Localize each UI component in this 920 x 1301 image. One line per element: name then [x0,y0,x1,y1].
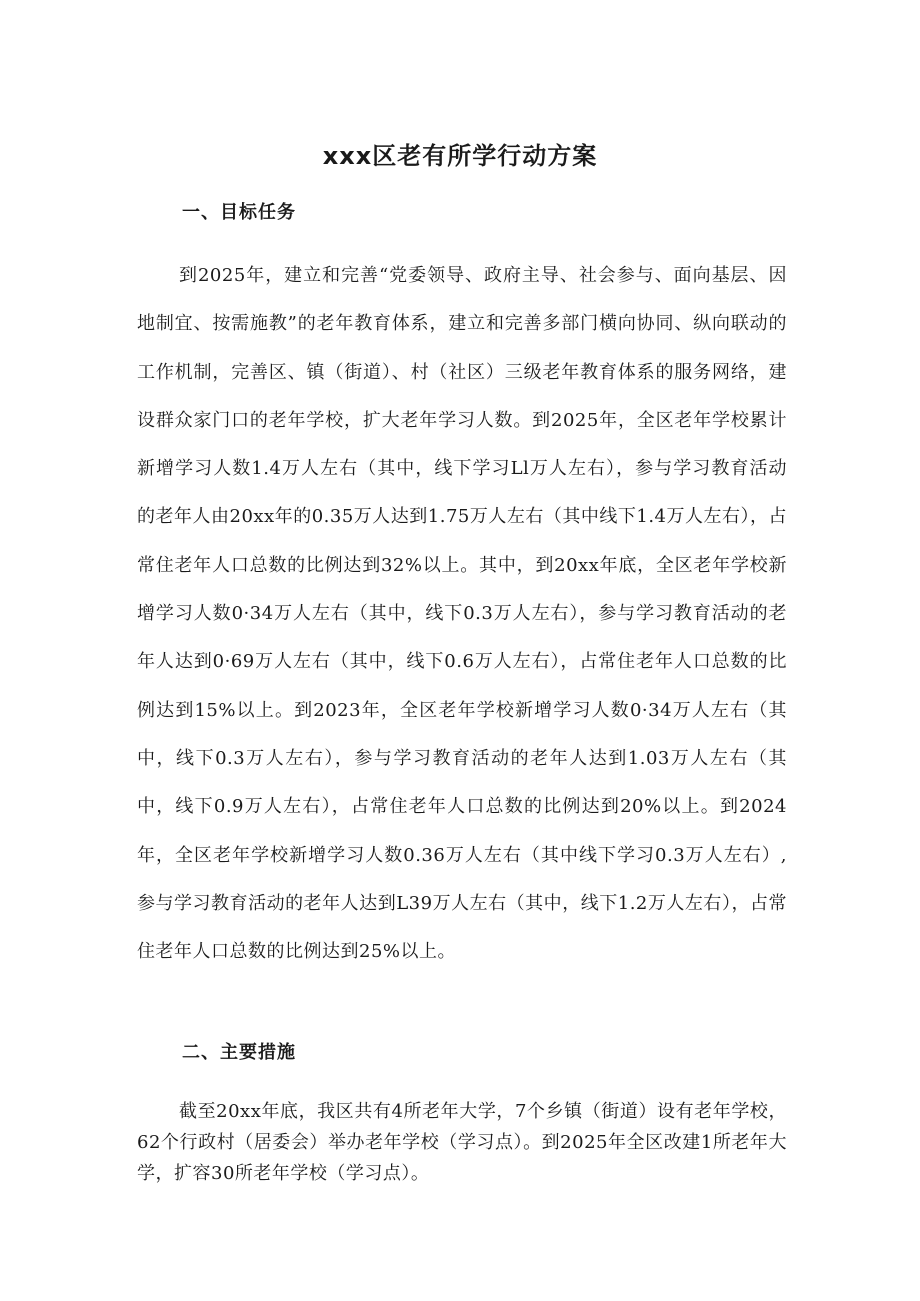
section-paragraph-measures: 截至20xx年底，我区共有4所老年大学，7个乡镇（街道）设有老年学校，62个行政村（居委会）举办老年学校（学习点）。到2025年全区改建1所老年大学，扩容30所老年学校（学习点）。 [137,1101,787,1184]
section-heading-goals: 一、目标任务 [182,202,296,223]
section-paragraph-goals: 到2025年，建立和完善“党委领导、政府主导、社会参与、面向基层、因地制宜、按需施教”的老年教育体系，建立和完善多部门横向协同、纵向联动的工作机制，完善区、镇（街道）、村（社区）三级老年教育体系的服务网络，建设群众家门口的老年学校，扩大老年学习人数。到2025年，全区老年学校累计新增学习人数1.4万人左右（其中，线下学习Ll万人左右），参与学习教育活动的老年人由20xx年的0.35万人达到1.75万人左右（其中线下1.4万人左右），占常住老年人口总数的比例达到32%以上。其中，到20xx年底，全区老年学校新增学习人数0·34万人左右（其中，线下0.3万人左右），参与学习教育活动的老年人达到0·69万人左右（其中，线下0.6万人左右），占常住老年人口总数的比例达到15%以上。到2023年，全区老年学校新增学习人数0·34万人左右（其中，线下0.3万人左右），参与学习教育活动的老年人达到1.03万人左右（其中，线下0.9万人左右），占常住老年人口总数的比例达到20%以上。到2024年，全区老年学校新增学习人数0.36万人左右（其中线下学习0.3万人左右）,参与学习教育活动的老年人达到L39万人左右（其中，线下1.2万人左右），占常住老年人口总数的比例达到25%以上。 [137,265,787,963]
page-title: xxx区老有所学行动方案 [322,142,598,170]
section-heading-measures: 二、主要措施 [182,1042,296,1063]
